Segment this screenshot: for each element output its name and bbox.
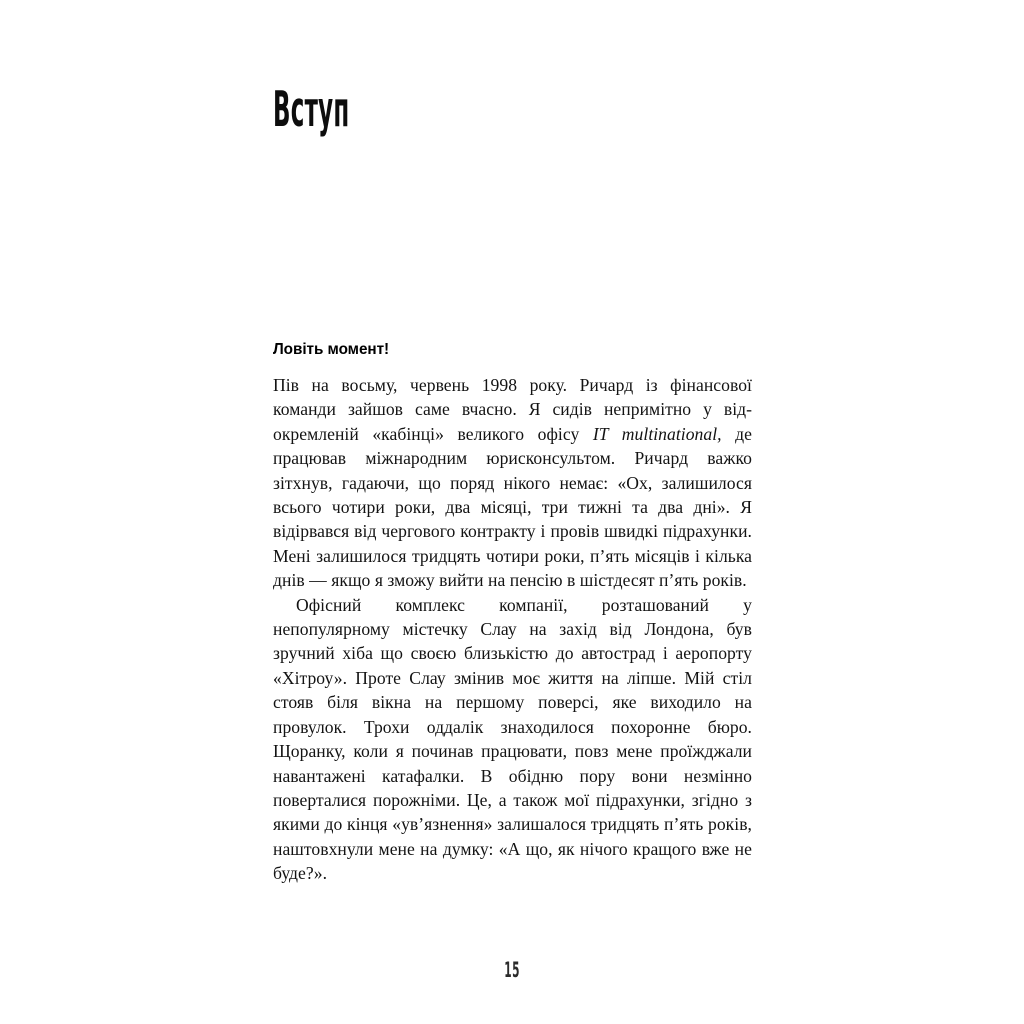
chapter-title: Вступ	[273, 81, 350, 138]
section-heading: Ловіть момент!	[273, 341, 390, 358]
text-run: де працював міжнародним юрисконсультом. Ричард важко зітхнув, гадаючи, що поряд нікого немає: «Ох, залишилося всього чотири роки, два місяці, три тижні та два дні». Я відірвався від чергового контракту і провів швидкі підрахунки. Мені залишилося тридцять чотири роки, п’ять місяців і кілька днів — якщо я зможу вийти на пенсію в шістдесят п’ять років.	[273, 423, 752, 591]
text-column	[273, 340, 752, 886]
italic-phrase: IT multinational,	[592, 423, 722, 444]
body-paragraph	[273, 373, 752, 593]
body-paragraph	[273, 593, 752, 886]
page-number-value: 15	[504, 958, 520, 982]
page-number	[0, 958, 1024, 982]
text-run: Пів на восьму, червень 1998 року. Ричард із фінансової команди зайшов саме вчасно. Я сидів непримітно у відокремленій «кабінці» великого офісу	[273, 375, 752, 444]
text-run: Офісний комплекс компанії, розташований у непопулярному містечку Слау на захід від Лондона, був зручний хіба що своєю близькістю до автострад і аеропорту «Хітроу». Проте Слау змінив моє життя на ліпше. Мій стіл стояв біля вікна на першому поверсі, яке виходило на провулок. Трохи оддалік знаходилося похоронне бюро. Щоранку, коли я починав працювати, повз мене проїжджали навантажені катафалки. В обідню пору вони незмінно поверталися порожніми. Це, а також мої підрахунки, згідно з якими до кінця «ув’язнення» залишалося тридцять п’ять років, наштовхнули мене на думку: «А що, як нічого кращого вже не буде?».	[273, 594, 752, 884]
paragraph-list	[273, 373, 752, 886]
